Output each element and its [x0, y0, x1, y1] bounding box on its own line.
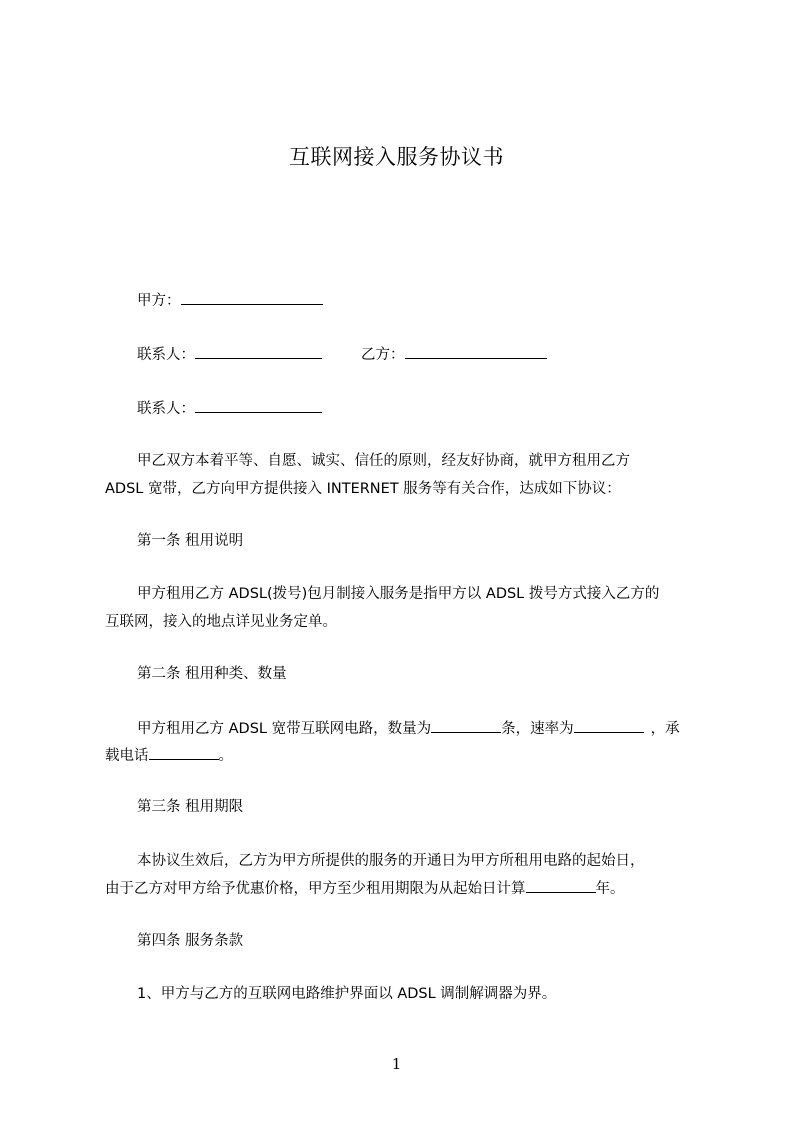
article-3-line-1: 本协议生效后，乙方为甲方所提供的服务的开通日为甲方所租用电路的起始日， — [137, 853, 645, 869]
party-a-blank[interactable] — [181, 290, 323, 305]
article-2-heading: 第二条 租用种类、数量 — [137, 666, 287, 682]
article-2-line-1 — [137, 718, 680, 739]
document-title: 互联网接入服务协议书 — [289, 145, 504, 169]
speed-blank[interactable] — [574, 718, 644, 733]
party-b-line — [361, 344, 547, 365]
article-1-line-2: 互联网，接入的地点详见业务定单。 — [105, 614, 337, 630]
party-a-contact-line — [137, 344, 322, 365]
term-years-blank[interactable] — [526, 878, 596, 893]
article-4-item-1: 1、甲方与乙方的互联网电路维护界面以 ADSL 调制解调器为界。 — [137, 986, 557, 1002]
article-3-heading: 第三条 租用期限 — [137, 799, 244, 815]
party-a-line — [137, 290, 323, 311]
intro-line-1: 甲乙双方本着平等、自愿、诚实、信任的原则，经友好协商，就甲方租用乙方 — [137, 453, 630, 469]
party-a-label: 甲方： — [137, 293, 181, 309]
party-b-contact-label: 联系人： — [137, 401, 195, 417]
page-number: 1 — [391, 1055, 402, 1073]
party-b-blank[interactable] — [405, 344, 547, 359]
article-1-line-1: 甲方租用乙方 ADSL(拨号)包月制接入服务是指甲方以 ADSL 拨号方式接入乙方的 — [137, 586, 660, 602]
article-3-line-2 — [105, 878, 625, 899]
article-3-line-2-text-a: 由于乙方对甲方给予优惠价格，甲方至少租用期限为从起始日计算 — [105, 881, 526, 897]
party-a-contact-label: 联系人： — [137, 347, 195, 363]
article-2-line-2-text-a: 载电话 — [105, 748, 149, 764]
party-b-contact-line — [137, 398, 322, 419]
article-2-line-2 — [105, 745, 233, 766]
article-4-heading: 第四条 服务条款 — [137, 933, 244, 949]
party-b-label: 乙方： — [361, 347, 405, 363]
phone-blank[interactable] — [149, 745, 219, 760]
article-1-heading: 第一条 租用说明 — [137, 533, 244, 549]
article-2-line-1-text-b: 条，速率为 — [501, 721, 574, 737]
circuit-count-blank[interactable] — [431, 718, 501, 733]
article-2-line-1-text-a: 甲方租用乙方 ADSL 宽带互联网电路，数量为 — [137, 721, 432, 737]
article-2-line-1-text-c: ，承 — [650, 721, 680, 737]
party-a-contact-blank[interactable] — [195, 344, 322, 359]
article-2-line-2-text-b: 。 — [218, 748, 233, 764]
article-3-line-2-text-b: 年。 — [595, 881, 625, 897]
party-b-contact-blank[interactable] — [195, 398, 322, 413]
intro-line-2: ADSL 宽带，乙方向甲方提供接入 INTERNET 服务等有关合作，达成如下协议： — [105, 481, 621, 497]
